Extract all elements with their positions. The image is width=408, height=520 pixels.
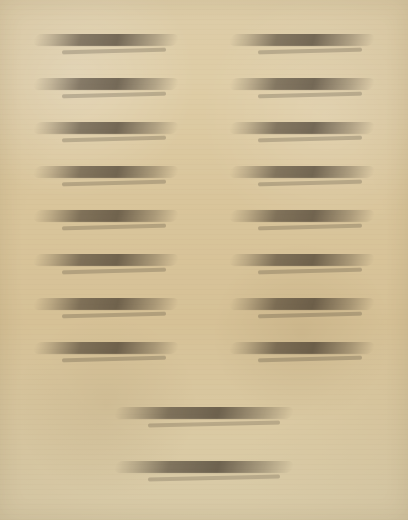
couplet [16,238,392,282]
closing-line [84,393,324,433]
right-hemistich [212,198,392,234]
closing-line [84,447,324,487]
couplet [16,106,392,150]
left-hemistich [16,330,196,366]
right-hemistich [212,154,392,190]
right-hemistich [212,110,392,146]
couplet [16,326,392,370]
left-hemistich [16,22,196,58]
left-hemistich [16,198,196,234]
couplet [16,282,392,326]
left-hemistich [16,242,196,278]
left-hemistich [16,286,196,322]
right-hemistich [212,22,392,58]
closing-lines [0,386,408,494]
right-hemistich [212,66,392,102]
poem-body [16,18,392,370]
left-hemistich [16,66,196,102]
couplet [16,18,392,62]
couplet [16,150,392,194]
right-hemistich [212,242,392,278]
left-hemistich [16,110,196,146]
couplet [16,62,392,106]
right-hemistich [212,330,392,366]
right-hemistich [212,286,392,322]
couplet [16,194,392,238]
left-hemistich [16,154,196,190]
